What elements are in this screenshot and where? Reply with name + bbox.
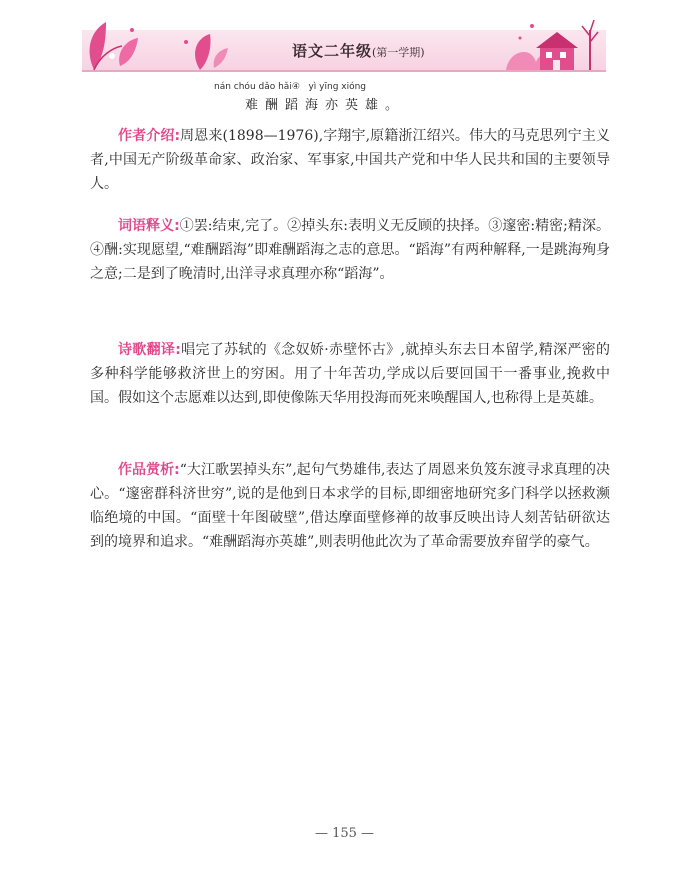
title-subtitle: (第一学期) <box>372 46 425 59</box>
section-label: 诗歌翻译: <box>118 342 181 358</box>
section-text: 周恩来(1898—1976),字翔宇,原籍浙江绍兴。伟大的马克思列宁主义者,中国无产阶级革命家、政治家、军事家,中国共产党和中华人民共和国的主要领导人。 <box>90 128 610 192</box>
section-translation <box>90 338 610 410</box>
section-text: “大江歌罢掉头东”,起句气势雄伟,表达了周恩来负笈东渡寻求真理的决心。“邃密群科济世穷”,说的是他到日本求学的目标,即细密地研究多门科学以拯救濒临绝境的中国。“面壁十年图破壁”,借达摩面壁修禅的故事反映出诗人刻苦钻研欲达到的境界和追求。“难酬蹈海亦英雄”,则表明他此次为了革命需要放弃留学的豪气。 <box>90 462 610 550</box>
title-text: 语文二年级 <box>292 42 373 60</box>
section-author <box>90 124 610 196</box>
section-text: 唱完了苏轼的《念奴娇·赤壁怀古》,就掉头东去日本留学,精深严密的多种科学能够救济世上的穷困。用了十年苦功,学成以后要回国干一番事业,挽救中国。假如这个志愿难以达到,即使像陈天华用投海而死来唤醒国人,也称得上是英雄。 <box>90 342 610 406</box>
section-label: 作者介绍: <box>118 128 181 144</box>
page-number: — 155 — <box>314 826 375 841</box>
house-decoration-right-icon <box>502 12 606 72</box>
page-header <box>82 12 606 70</box>
section-glossary <box>90 214 610 286</box>
verse-pinyin: nán chóu dǎo hǎi④ yì yīng xióng <box>214 82 367 92</box>
section-label: 作品赏析: <box>118 462 180 478</box>
section-appreciation <box>90 458 610 554</box>
section-label: 词语释义: <box>118 218 180 234</box>
page-title <box>292 40 425 61</box>
section-text: ①罢:结束,完了。②掉头东:表明义无反顾的抉择。③邃密:精密;精深。④酬:实现愿望,“难酬蹈海”即难酬蹈海之志的意思。“蹈海”有两种解释,一是跳海殉身之意;二是到了晚清时,出洋寻求真理亦称“蹈海”。 <box>90 218 610 282</box>
leaf-decoration-left-icon <box>82 12 232 72</box>
verse-text: 难酬蹈海亦英雄。 <box>245 98 406 113</box>
